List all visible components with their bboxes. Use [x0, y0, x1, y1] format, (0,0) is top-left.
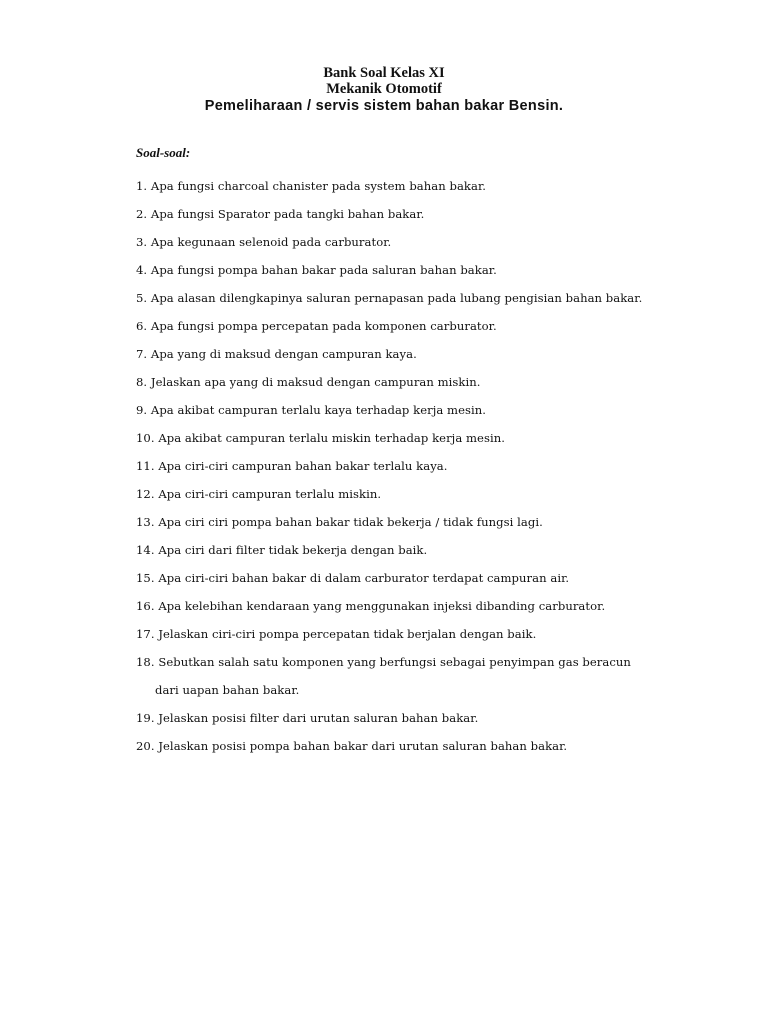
question-20: 20. Jelaskan posisi pompa bahan bakar dari urutan saluran bahan bakar.: [136, 739, 568, 753]
question-17: 17. Jelaskan ciri-ciri pompa percepatan tidak berjalan dengan baik.: [136, 627, 537, 641]
question-18: 18. Sebutkan salah satu komponen yang berfungsi sebagai penyimpan gas beracun: [136, 655, 631, 669]
question-19: 19. Jelaskan posisi filter dari urutan saluran bahan bakar.: [136, 711, 479, 725]
question-1: 1. Apa fungsi charcoal chanister pada system bahan bakar.: [136, 179, 487, 193]
question-14: 14. Apa ciri dari filter tidak bekerja dengan baik.: [136, 543, 428, 557]
question-10: 10. Apa akibat campuran terlalu miskin terhadap kerja mesin.: [136, 431, 505, 445]
question-18-continuation: dari uapan bahan bakar.: [155, 683, 300, 697]
question-list: [136, 172, 696, 760]
question-3: 3. Apa kegunaan selenoid pada carburator.: [136, 235, 392, 249]
question-2: 2. Apa fungsi Sparator pada tangki bahan bakar.: [136, 207, 425, 221]
question-13: 13. Apa ciri ciri pompa bahan bakar tidak bekerja / tidak fungsi lagi.: [136, 515, 543, 529]
question-15: 15. Apa ciri-ciri bahan bakar di dalam carburator terdapat campuran air.: [136, 571, 570, 585]
header-subject: Mekanik Otomotif: [326, 81, 442, 97]
header-title: Bank Soal Kelas XI: [323, 65, 445, 81]
header-topic: Pemeliharaan / servis sistem bahan bakar Bensin.: [204, 98, 564, 114]
question-7: 7. Apa yang di maksud dengan campuran kaya.: [136, 347, 417, 361]
document-header: [0, 65, 768, 115]
question-6: 6. Apa fungsi pompa percepatan pada komponen carburator.: [136, 319, 497, 333]
question-11: 11. Apa ciri-ciri campuran bahan bakar terlalu kaya.: [136, 459, 448, 473]
question-16: 16. Apa kelebihan kendaraan yang menggunakan injeksi dibanding carburator.: [136, 599, 606, 613]
question-8: 8. Jelaskan apa yang di maksud dengan campuran miskin.: [136, 375, 481, 389]
question-4: 4. Apa fungsi pompa bahan bakar pada saluran bahan bakar.: [136, 263, 497, 277]
question-5: 5. Apa alasan dilengkapinya saluran pernapasan pada lubang pengisian bahan bakar.: [136, 291, 643, 305]
section-label: Soal-soal:: [136, 145, 191, 160]
question-9: 9. Apa akibat campuran terlalu kaya terhadap kerja mesin.: [136, 403, 486, 417]
question-12: 12. Apa ciri-ciri campuran terlalu miskin.: [136, 487, 382, 501]
